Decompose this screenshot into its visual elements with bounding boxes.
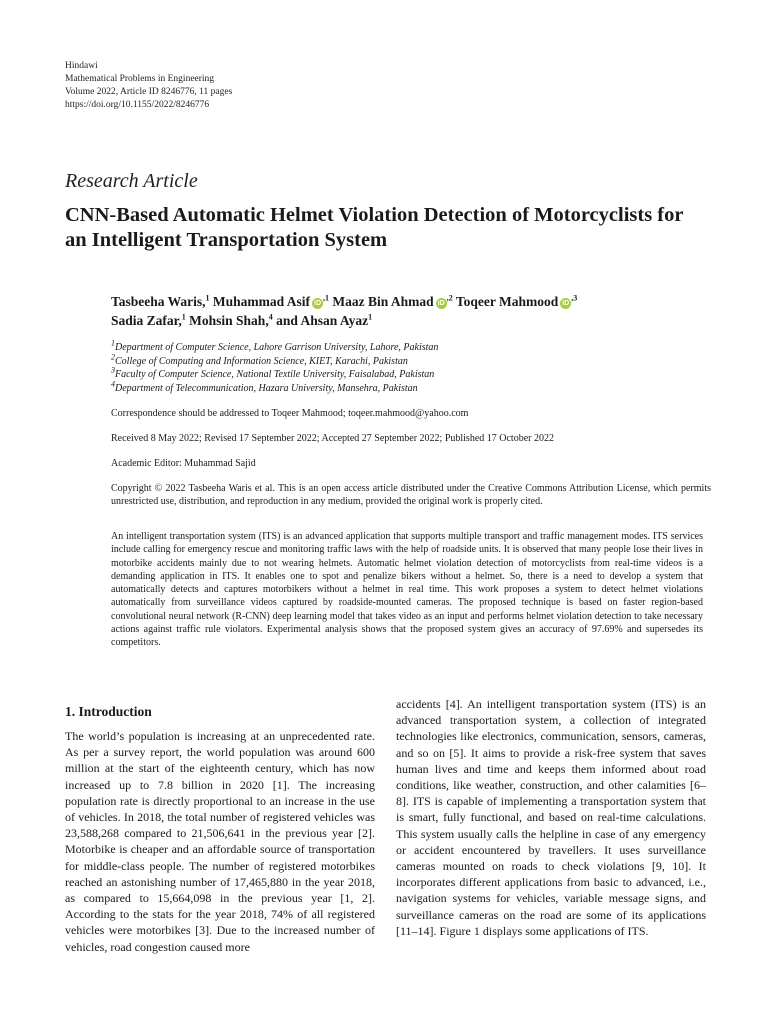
journal-name: Mathematical Problems in Engineering bbox=[65, 74, 215, 84]
intro-column-left: The world’s population is increasing at an unprecedented rate. As per a survey report, the world population was around 600 million at the start of the eighteenth century, which has now increased up to 7.8 billion in 2020 [1]. The increasing population rate is directly proportional to an increase in the use of vehicles. In 2018, the total number of registered vehicles was 23,588,268 compared to 21,506,641 in the previous year [2]. Motorbike is cheaper and an affordable source of transportation for middle-class people. The number of registered motorbikes reached an astonishing number of 17,465,880 in the year 2018, as compared to 15,664,098 in the previous year [1, 2]. According to the stats for the year 2018, 74% of all registered vehicles were motorbikes [3]. Due to the increased number of vehicles, road congestion caused more bbox=[65, 729, 375, 954]
publication-dates: Received 8 May 2022; Revised 17 September 2022; Accepted 27 September 2022; Published 17 October 2022 bbox=[111, 433, 554, 444]
author-1: Tasbeeha Waris,$^1$ bbox=[111, 293, 210, 309]
author-4: Toqeer Mahmood $iD^{,3}$ bbox=[455, 293, 578, 309]
intro-column-right: accidents [4]. An intelligent transportation system (ITS) is an advanced transportation system, a collection of integrated technologies like electronics, communication, sensors, cameras, and so on [5]. It aims to provide a risk-free system that saves human lives and time and keeps them informed about road conditions, like weather, construction, and other calamities [6–8]. ITS is capable of implementing a transportation system that is smart, fully functional, and based on real-time calculations. This system usually calls the helpline in case of any emergency or accident encountered by travellers. It uses surveillance cameras mounted on roads to check violations [9, 10]. It incorporates different applications from basic to advanced, i.e., navigation systems for vehicles, variable message signs, and surveillance cameras on the road are some of its applications [11–14]. Figure 1 displays some applications of ITS. bbox=[396, 697, 706, 938]
author-2: Muhammad Asif $iD^{,1}$ bbox=[212, 293, 330, 309]
affiliations bbox=[111, 338, 711, 395]
author-7: and Ahsan Ayaz$^1$ bbox=[276, 312, 373, 328]
orcid-icon[interactable]: iD bbox=[437, 300, 445, 307]
affiliation-4: $^4$Department of Telecommunication, Hazara University, Mansehra, Pakistan bbox=[111, 379, 418, 394]
affiliation-3: $^3$Faculty of Computer Science, National Textile University, Faisalabad, Pakistan bbox=[111, 365, 435, 380]
academic-editor: Academic Editor: Muhammad Sajid bbox=[111, 458, 256, 469]
author-3: Maaz Bin Ahmad $iD^{,2}$ bbox=[332, 293, 453, 309]
paper-title: CNN-Based Automatic Helmet Violation Detection of Motorcyclists for an Intelligent Transportation System bbox=[65, 204, 684, 251]
section-heading-introduction: 1. Introduction bbox=[65, 704, 152, 719]
affiliation-1: $^1$Department of Computer Science, Lahore Garrison University, Lahore, Pakistan bbox=[111, 338, 439, 353]
article-type: Research Article bbox=[65, 170, 198, 192]
doi-link[interactable]: https://doi.org/10.1155/2022/8246776 bbox=[65, 100, 210, 110]
volume-info: Volume 2022, Article ID 8246776, 11 pages bbox=[65, 87, 233, 97]
affiliation-2: $^2$College of Computing and Information Science, KIET, Karachi, Pakistan bbox=[111, 352, 408, 367]
journal-header bbox=[65, 60, 232, 112]
author-list bbox=[111, 292, 711, 330]
abstract: An intelligent transportation system (ITS) is an advanced application that supports multiple transport and traffic management modes. ITS services include calling for emergency rescue and monitoring traffic laws with the help of roadside units. It is observed that many people lose their lives in motorbike accidents mainly due to not wearing helmets. Automatic helmet violation detection of motorcyclists from real-time videos is a demanding application in ITS. It enables one to spot and penalize bikers without a helmet. So, there is a need to develop a system that automatically detects and captures motorbikers without a helmet in real time. This work proposes a system to detect helmet violations automatically from surveillance videos captured by roadside-mounted cameras. The proposed technique is based on faster region-based convolutional neural network (R-CNN) deep learning model that takes video as an input and performs helmet violation detection to take necessary actions against traffic rule violators. Experimental analysis shows that the proposed system gives an accuracy of 97.69% and supersedes its competitors. bbox=[111, 531, 703, 649]
author-5: Sadia Zafar,$^1$ bbox=[111, 312, 186, 328]
orcid-icon[interactable]: iD bbox=[314, 300, 322, 307]
copyright-notice: Copyright © 2022 Tasbeeha Waris et al. This is an open access article distributed under the Creative Commons Attribution License, which permits unrestricted use, distribution, and reproduction in any medium, provided the original work is properly cited. bbox=[111, 483, 711, 508]
publisher-name: Hindawi bbox=[65, 61, 98, 71]
orcid-icon[interactable]: iD bbox=[562, 300, 570, 307]
correspondence: Correspondence should be addressed to Toqeer Mahmood; toqeer.mahmood@yahoo.com bbox=[111, 408, 469, 419]
author-6: Mohsin Shah,$^4$ bbox=[189, 312, 273, 328]
